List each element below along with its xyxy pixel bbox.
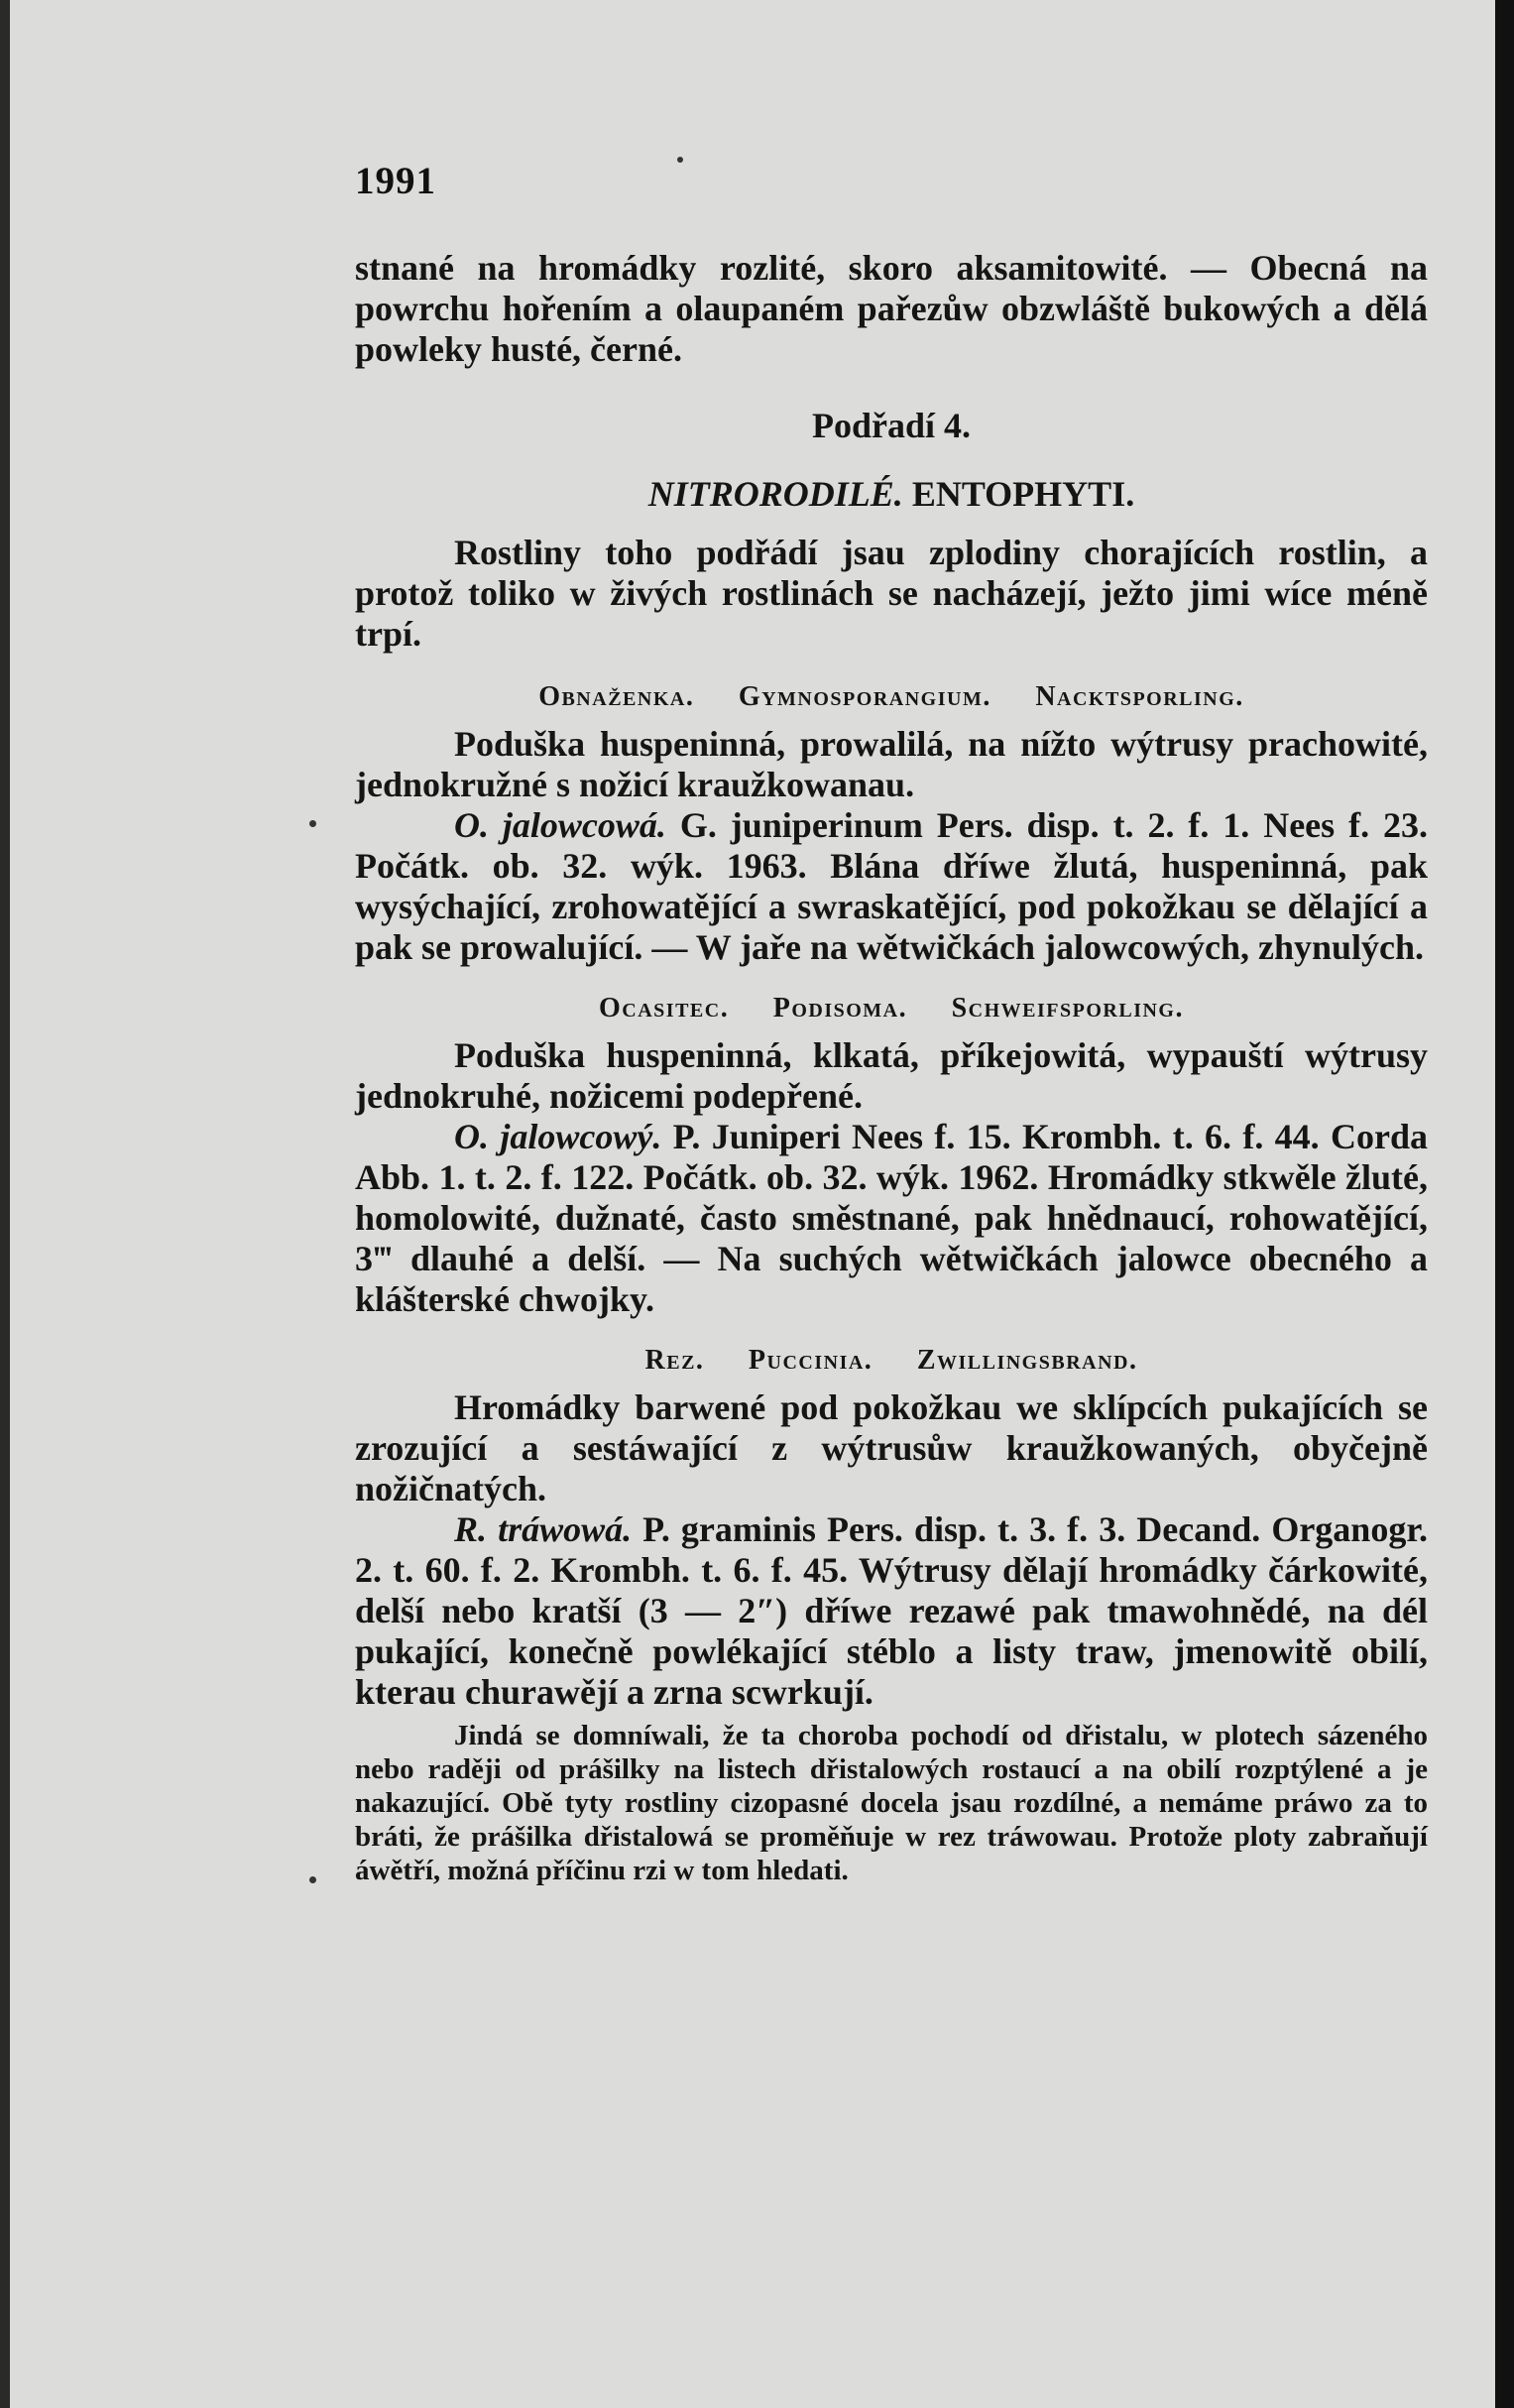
genus-heading [355, 680, 1428, 714]
genus-description: Poduška huspeninná, klkatá, příkejowitá, wypauští wýtrusy jednokruhé, nožicemi podepřené. [355, 1035, 1428, 1116]
species-entry [355, 805, 1428, 968]
suborder-title-czech: NITRORODILÉ. [647, 474, 903, 514]
genus-name-german: Nacktsporling. [1035, 681, 1244, 712]
genus-name-czech: Rez. [644, 1345, 705, 1376]
genus-name-czech: Ocasitec. [599, 993, 730, 1023]
species-entry [355, 1117, 1428, 1320]
footnote: Jindá se domníwali, že ta choroba pochodí od dřistalu, w plotech sázeného nebo raději od prášilky na listech dřistalowých rostaucí a na obilí rozptýlené a je nakazující. Obě tyty rostliny cizopasné docela jsau rozdílné, a nemáme práwo za to bráti, že prášilka dřistalowá se proměňuje w rez tráwowau. Protože ploty zabraňují áwětří, možná příčinu rzi w tom hledati. [355, 1720, 1428, 1886]
page-number: 1991 [355, 160, 436, 202]
species-name: O. jalowcowý. [454, 1117, 662, 1156]
species-entry [355, 1509, 1428, 1713]
scan-right-edge [1495, 0, 1514, 2408]
suborder-intro: Rostliny toho podřádí jsau zplodiny chorajících rostlin, a protož toliko w živých rostlinách se nacházejí, ježto jimi wíce méně trpí. [355, 533, 1428, 654]
scan-speck [309, 820, 316, 827]
suborder-heading: Podřadí 4. [811, 406, 971, 445]
genus-heading [355, 1344, 1428, 1378]
main-text [355, 248, 1428, 1887]
species-name: O. jalowcowá. [454, 805, 666, 845]
species-name: R. tráwowá. [454, 1509, 633, 1549]
species-text: G. juniperinum Pers. disp. t. 2. f. 1. Nees f. 23. Počátk. ob. 32. wýk. 1963. Blána dříwe žlutá, huspeninná, pak wysýchající, zrohowatějící a swraskatějící, pod pokožkau se dělající a pak se prowalující. — W jaře na wětwičkách jalowcowých, zhynulých. [355, 805, 1428, 967]
species-text: P. graminis Pers. disp. t. 3. f. 3. Decand. Organogr. 2. t. 60. f. 2. Krombh. t. 6. f. 45. Wýtrusy dělají hromádky čárkowité, delší nebo kratší (3 — 2″) dříwe rezawé pak tmawohnědé, na dél pukající, konečně powlékající stéblo a listy traw, jmenowitě obilí, kterau churawějí a zrna scwrkují. [355, 1509, 1429, 1712]
genus-name-latin: Gymnosporangium. [738, 681, 991, 712]
scan-speck [309, 1876, 316, 1883]
scan-speck [677, 157, 683, 163]
genus-name-czech: Obnaženka. [538, 681, 695, 712]
genus-heading [355, 992, 1428, 1025]
suborder-title-latin: ENTOPHYTI. [911, 474, 1135, 514]
continued-paragraph: stnané na hromádky rozlité, skoro aksamitowité. — Obecná na powrchu hořením a olaupaném pařezůw obzwláště bukowých a dělá powleky husté, černé. [355, 248, 1428, 369]
genus-name-german: Schweifsporling. [951, 993, 1184, 1023]
genus-description: Poduška huspeninná, prowalilá, na nížto wýtrusy prachowité, jednokružné s nožicí kraužkowanau. [355, 724, 1428, 804]
genus-description: Hromádky barwené pod pokožkau we sklípcích pukajících se zrozující a sestáwající z wýtrusůw kraužkowaných, obyčejně nožičnatých. [355, 1387, 1428, 1508]
genus-name-latin: Podisoma. [772, 993, 908, 1023]
suborder-title [355, 474, 1428, 515]
species-text: P. Juniperi Nees f. 15. Krombh. t. 6. f. 44. Corda Abb. 1. t. 2. f. 122. Počátk. ob. 32. wýk. 1962. Hromádky stkwěle žluté, homolowité, dužnaté, často směstnané, pak hnědnaucí, rohowatějící, 3‴ dlauhé a delší. — Na suchých wětwičkách jalowce obecného a klášterské chwojky. [355, 1117, 1429, 1319]
genus-name-german: Zwillingsbrand. [916, 1345, 1138, 1376]
genus-name-latin: Puccinia. [748, 1345, 873, 1376]
scan-left-edge [0, 0, 10, 2408]
